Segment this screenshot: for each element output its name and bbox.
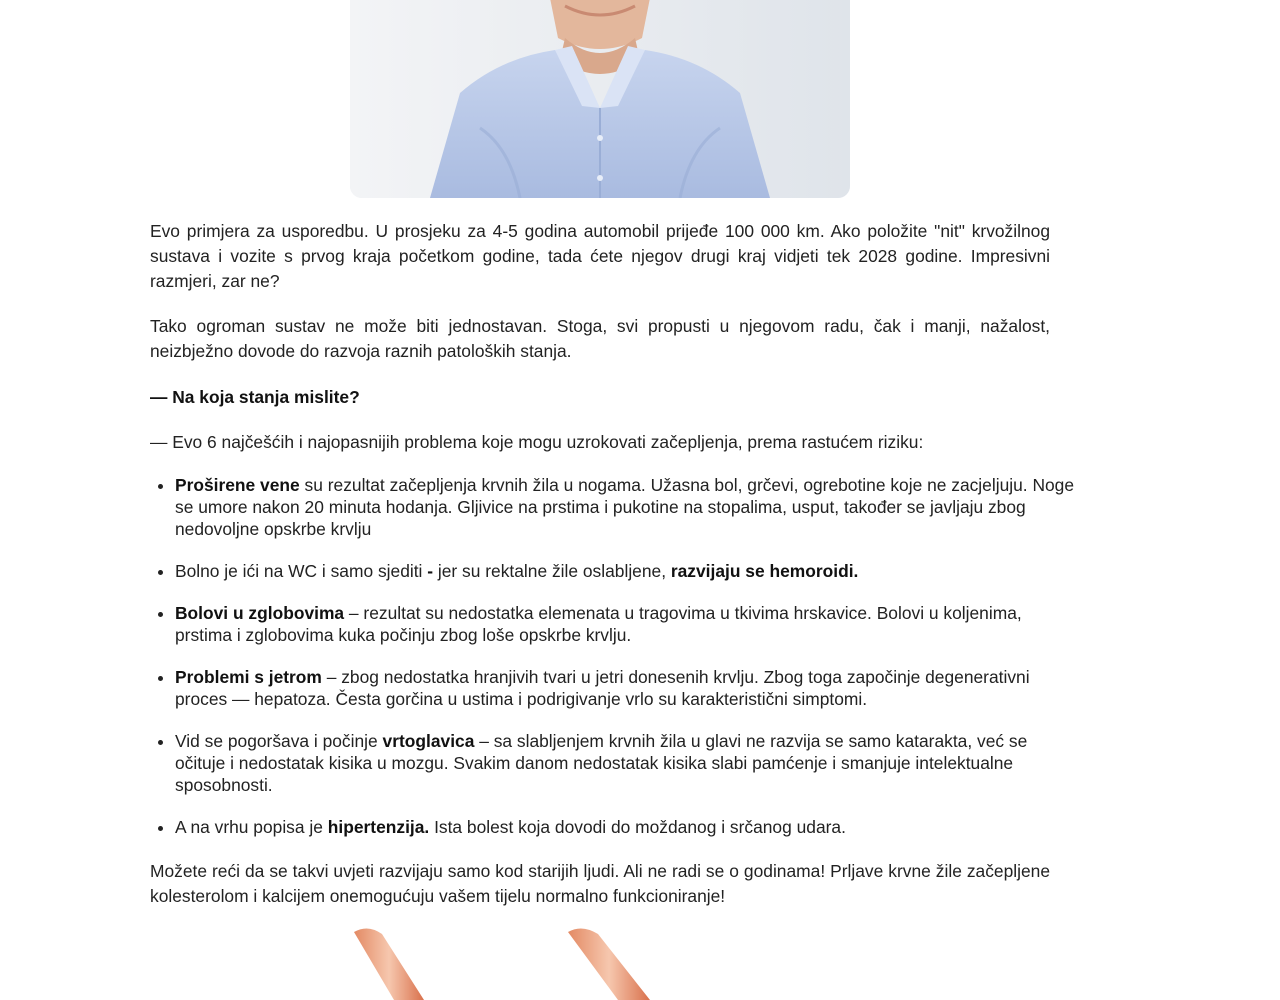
man-photo bbox=[350, 0, 850, 198]
list-item: • Bolno je ići na WC i samo sjediti - jer su rektalne žile oslabljene, razvijaju se hemoroidi. bbox=[175, 560, 1075, 582]
paragraph-system: Tako ogroman sustav ne može biti jednostavan. Stoga, svi propusti u njegovom radu, čak i manji, nažalost, neizbježno dovode do razvoja raznih patoloških stanja. bbox=[150, 316, 1050, 361]
paragraph-age: Možete reći da se takvi uvjeti razvijaju samo kod starijih ljudi. Ali ne radi se o godinama! Prljave krvne žile začepljene kolesterolom i kalcijem onemogućuju vašem tijelu normalno funkcioniranje! bbox=[150, 861, 1050, 906]
question-heading: — Na koja stanja mislite? bbox=[150, 387, 360, 407]
list-item: • Bolovi u zglobovima – rezultat su nedostatka elemenata u tragovima u tkivima hrskavice. Bolovi u koljenima, prstima i zglobovima kuka počinju zbog loše opskrbe krvlju. bbox=[175, 602, 1075, 646]
problems-list bbox=[150, 474, 1075, 838]
paragraph-comparison: Evo primjera za usporedbu. U prosjeku za 4-5 godina automobil prijeđe 100 000 km. Ako položite "nit" krvožilnog sustava i vozite s prvog kraja početkom godine, tada ćete njegov drugi kraj vidjeti tek 2028 godine. Impresivni razmjeri, zar ne? bbox=[150, 221, 1050, 291]
blood-vessel-illustration bbox=[350, 928, 850, 1000]
list-item: • A na vrhu popisa je hipertenzija. Ista bolest koja dovodi do moždanog i srčanog udara. bbox=[175, 816, 1075, 838]
list-item: • Proširene vene su rezultat začepljenja krvnih žila u nogama. Užasna bol, grčevi, ogrebotine koje ne zacjeljuju. Noge se umore nakon 20 minuta hodanja. Gljivice na prstima i pukotine na stopalima, usput, također se javljaju zbog nedovoljne opskrbe krvlju bbox=[175, 474, 1075, 540]
list-item: • Vid se pogoršava i počinje vrtoglavica – sa slabljenjem krvnih žila u glavi ne razvija se samo katarakta, već se očituje i nedostatak kisika u mozgu. Svakim danom nedostatak kisika slabi pamćenje i smanjuje intelektualne sposobnosti. bbox=[175, 730, 1075, 796]
list-item: • Problemi s jetrom – zbog nedostatka hranjivih tvari u jetri donesenih krvlju. Zbog toga započinje degenerativni proces — hepatoza. Česta gorčina u ustima i podrigivanje vrlo su karakteristični simptomi. bbox=[175, 666, 1075, 710]
answer-intro: — Evo 6 najčešćih i najopasnijih problema koje mogu uzrokovati začepljenja, prema rastućem riziku: bbox=[150, 432, 924, 452]
